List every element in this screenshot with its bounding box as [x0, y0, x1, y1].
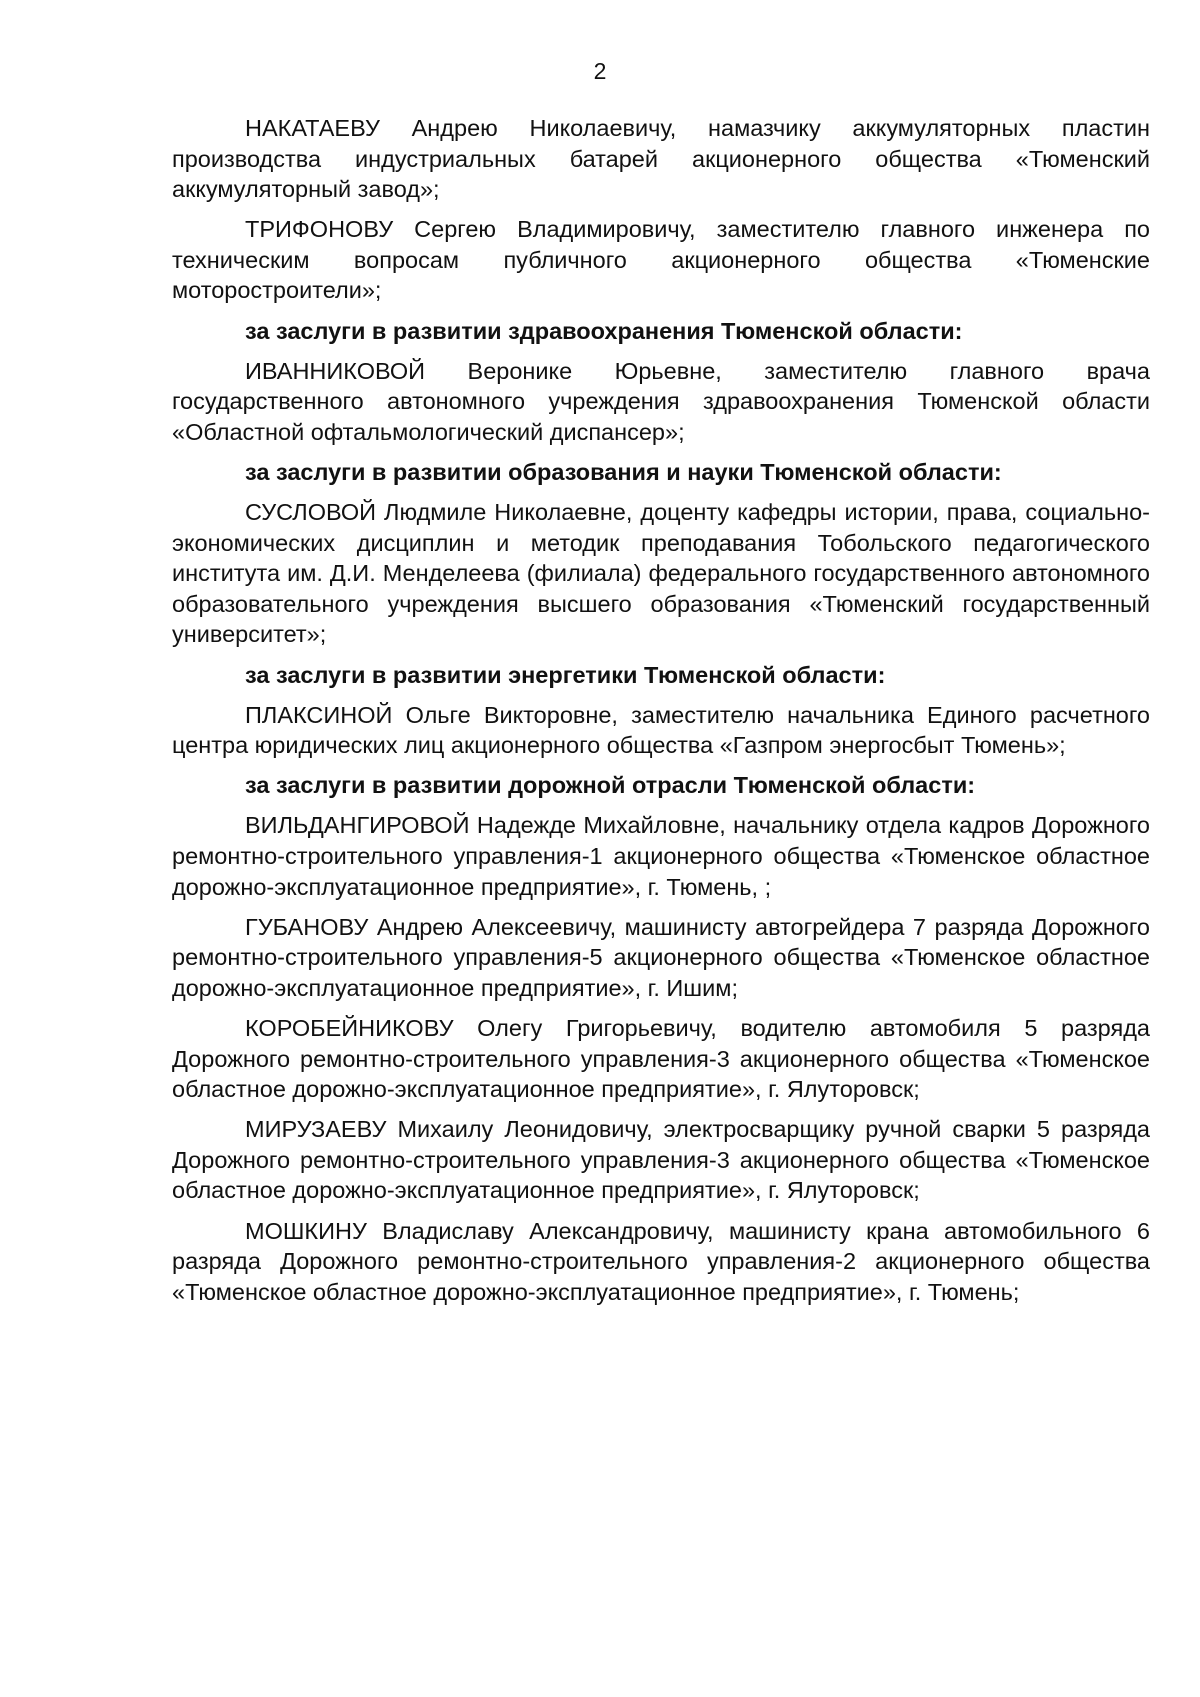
award-entry-suslova: СУСЛОВОЙ Людмиле Николаевне, доценту кафедры истории, права, социально-экономических дисциплин и методик преподавания Тобольского педагогического института им. Д.И. Менделеева (филиала) федерального государственного автономного образовательного учреждения высшего образования «Тюменский государственный университет»; — [172, 499, 1150, 648]
award-entry-korobeinikov: КОРОБЕЙНИКОВУ Олегу Григорьевичу, водителю автомобиля 5 разряда Дорожного ремонтно-строительного управления-3 акционерного общества «Тюменское областное дорожно-эксплуатационное предприятие», г. Ялуторовск; — [172, 1014, 1150, 1103]
section-heading-healthcare: за заслуги в развитии здравоохранения Тюменской области: — [245, 317, 963, 344]
section-heading-roads: за заслуги в развитии дорожной отрасли Тюменской области: — [245, 772, 976, 799]
section-heading-education: за заслуги в развитии образования и науки Тюменской области: — [245, 458, 1002, 485]
award-entry-gubanov: ГУБАНОВУ Андрею Алексеевичу, машинисту автогрейдера 7 разряда Дорожного ремонтно-строительного управления-5 акционерного общества «Тюменское областное дорожно-эксплуатационное предприятие», г. Ишим; — [172, 913, 1150, 1001]
section-heading-energy: за заслуги в развитии энергетики Тюменской области: — [245, 661, 886, 688]
award-entry-nakataev: НАКАТАЕВУ Андрею Николаевичу, намазчику аккумуляторных пластин производства индустриальных батарей акционерного общества «Тюменский аккумуляторный завод»; — [172, 115, 1150, 203]
award-entry-vildangirova: ВИЛЬДАНГИРОВОЙ Надежде Михайловне, начальнику отдела кадров Дорожного ремонтно-строительного управления-1 акционерного общества «Тюменское областное дорожно-эксплуатационное предприятие», г. Тюмень, ; — [172, 812, 1150, 900]
page-number: 2 — [593, 58, 607, 84]
award-entry-plaksina: ПЛАКСИНОЙ Ольге Викторовне, заместителю начальника Единого расчетного центра юридических лиц акционерного общества «Газпром энергосбыт Тюмень»; — [172, 701, 1150, 759]
award-entry-miruzaev: МИРУЗАЕВУ Михаилу Леонидовичу, электросварщику ручной сварки 5 разряда Дорожного ремонтно-строительного управления-3 акционерного общества «Тюменское областное дорожно-эксплуатационное предприятие», г. Ялуторовск; — [172, 1116, 1150, 1204]
award-entry-moshkin: МОШКИНУ Владиславу Александровичу, машинисту крана автомобильного 6 разряда Дорожного ремонтно-строительного управления-2 акционерного общества «Тюменское областное дорожно-эксплуатационное предприятие», г. Тюмень; — [172, 1217, 1150, 1305]
award-entry-ivannikova: ИВАННИКОВОЙ Веронике Юрьевне, заместителю главного врача государственного автономного учреждения здравоохранения Тюменской области «Областной офтальмологический диспансер»; — [172, 357, 1150, 445]
award-entry-trifonov: ТРИФОНОВУ Сергею Владимировичу, заместителю главного инженера по техническим вопросам публичного акционерного общества «Тюменские моторостроители»; — [172, 216, 1150, 304]
document-body — [172, 113, 1150, 1317]
